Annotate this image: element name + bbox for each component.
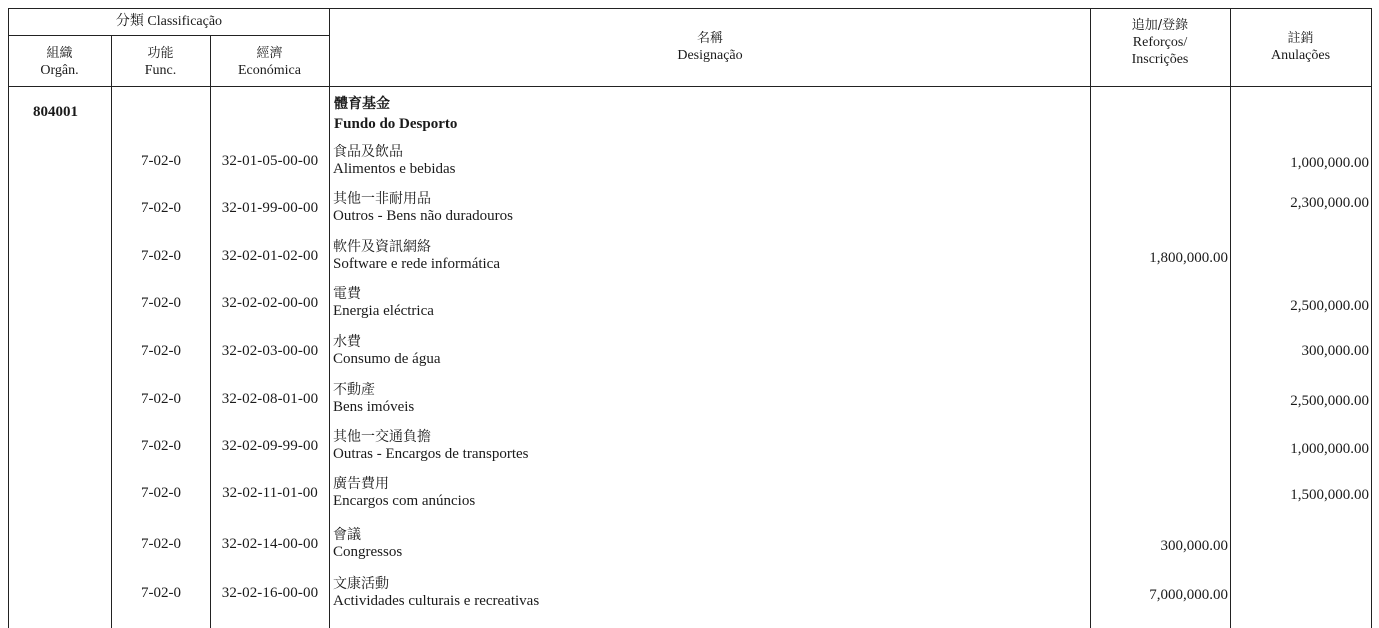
func-code: 7-02-0 bbox=[141, 438, 181, 454]
anulacoes-value: 1,000,000.00 bbox=[1290, 441, 1369, 457]
designation-zh: 其他一非耐用品 bbox=[333, 191, 431, 207]
anulacoes-header: 註銷 Anulações bbox=[1270, 31, 1331, 63]
fund-name-zh: 體育基金 bbox=[334, 96, 390, 112]
top-border bbox=[8, 8, 1372, 9]
designation-zh: 電費 bbox=[333, 286, 361, 302]
econ-code: 32-02-14-00-00 bbox=[221, 536, 319, 552]
designation-zh: 其他一交通負擔 bbox=[333, 429, 431, 445]
func-code: 7-02-0 bbox=[141, 391, 181, 407]
designation-zh: 廣告費用 bbox=[333, 476, 389, 492]
designation-pt: Software e rede informática bbox=[333, 256, 500, 272]
designation-pt: Energia eléctrica bbox=[333, 303, 434, 319]
func-code: 7-02-0 bbox=[141, 485, 181, 501]
anulacoes-value: 300,000.00 bbox=[1301, 343, 1369, 359]
econ-code: 32-02-16-00-00 bbox=[221, 585, 319, 601]
designation-pt: Bens imóveis bbox=[333, 399, 415, 415]
func-code: 7-02-0 bbox=[141, 343, 181, 359]
econ-code: 32-01-05-00-00 bbox=[221, 153, 319, 169]
org-code: 804001 bbox=[33, 104, 78, 120]
designation-pt: Outras - Encargos de transportes bbox=[333, 446, 529, 462]
reforcos-value: 7,000,000.00 bbox=[1149, 587, 1228, 603]
designation-pt: Alimentos e bebidas bbox=[333, 161, 456, 177]
table-row bbox=[0, 473, 1379, 519]
anulacoes-value: 1,500,000.00 bbox=[1290, 487, 1369, 503]
table-row bbox=[0, 236, 1379, 282]
org-header: 組織 Orgân. bbox=[40, 46, 79, 78]
anulacoes-value: 2,500,000.00 bbox=[1290, 393, 1369, 409]
econ-code: 32-02-08-01-00 bbox=[221, 391, 319, 407]
designation-zh: 會議 bbox=[333, 527, 361, 543]
econ-header: 經濟 Económica bbox=[238, 46, 301, 78]
fund-name-pt: Fundo do Desporto bbox=[334, 116, 458, 132]
econ-code: 32-01-99-00-00 bbox=[221, 200, 319, 216]
econ-code: 32-02-09-99-00 bbox=[221, 438, 319, 454]
designation-pt: Encargos com anúncios bbox=[333, 493, 476, 509]
designation-pt: Outros - Bens não duradouros bbox=[333, 208, 513, 224]
func-code: 7-02-0 bbox=[141, 295, 181, 311]
func-code: 7-02-0 bbox=[141, 153, 181, 169]
econ-code: 32-02-01-02-00 bbox=[221, 248, 319, 264]
reforcos-value: 1,800,000.00 bbox=[1149, 250, 1228, 266]
func-code: 7-02-0 bbox=[141, 200, 181, 216]
func-header: 功能 Func. bbox=[144, 46, 177, 78]
designation-zh: 文康活動 bbox=[333, 576, 389, 592]
reforcos-header: 追加/登錄 Reforços/ Inscrições bbox=[1131, 18, 1189, 67]
designation-zh: 不動產 bbox=[333, 382, 375, 398]
table-row bbox=[0, 426, 1379, 472]
designation-zh: 食品及飲品 bbox=[333, 144, 403, 160]
classification-header: 分類 Classificação bbox=[115, 14, 223, 29]
table-row bbox=[0, 188, 1379, 234]
designation-pt: Congressos bbox=[333, 544, 403, 560]
classification-divider bbox=[8, 35, 330, 36]
econ-code: 32-02-03-00-00 bbox=[221, 343, 319, 359]
anulacoes-value: 2,500,000.00 bbox=[1290, 298, 1369, 314]
econ-code: 32-02-11-01-00 bbox=[222, 485, 318, 501]
econ-code: 32-02-02-00-00 bbox=[221, 295, 319, 311]
designation-zh: 水費 bbox=[333, 334, 361, 350]
table-row bbox=[0, 283, 1379, 329]
func-code: 7-02-0 bbox=[141, 536, 181, 552]
table-row bbox=[0, 524, 1379, 570]
designation-pt: Actividades culturais e recreativas bbox=[333, 593, 540, 609]
designation-pt: Consumo de água bbox=[333, 351, 441, 367]
reforcos-value: 300,000.00 bbox=[1160, 538, 1228, 554]
header-bottom-border bbox=[8, 86, 1372, 87]
anulacoes-value: 2,300,000.00 bbox=[1290, 195, 1369, 211]
designation-zh: 軟件及資訊網絡 bbox=[333, 239, 431, 255]
func-code: 7-02-0 bbox=[141, 585, 181, 601]
func-code: 7-02-0 bbox=[141, 248, 181, 264]
table-row bbox=[0, 141, 1379, 187]
table-row bbox=[0, 573, 1379, 619]
anulacoes-value: 1,000,000.00 bbox=[1290, 155, 1369, 171]
table-row bbox=[0, 331, 1379, 377]
table-row bbox=[0, 379, 1379, 425]
designation-header: 名稱 Designação bbox=[677, 31, 743, 63]
